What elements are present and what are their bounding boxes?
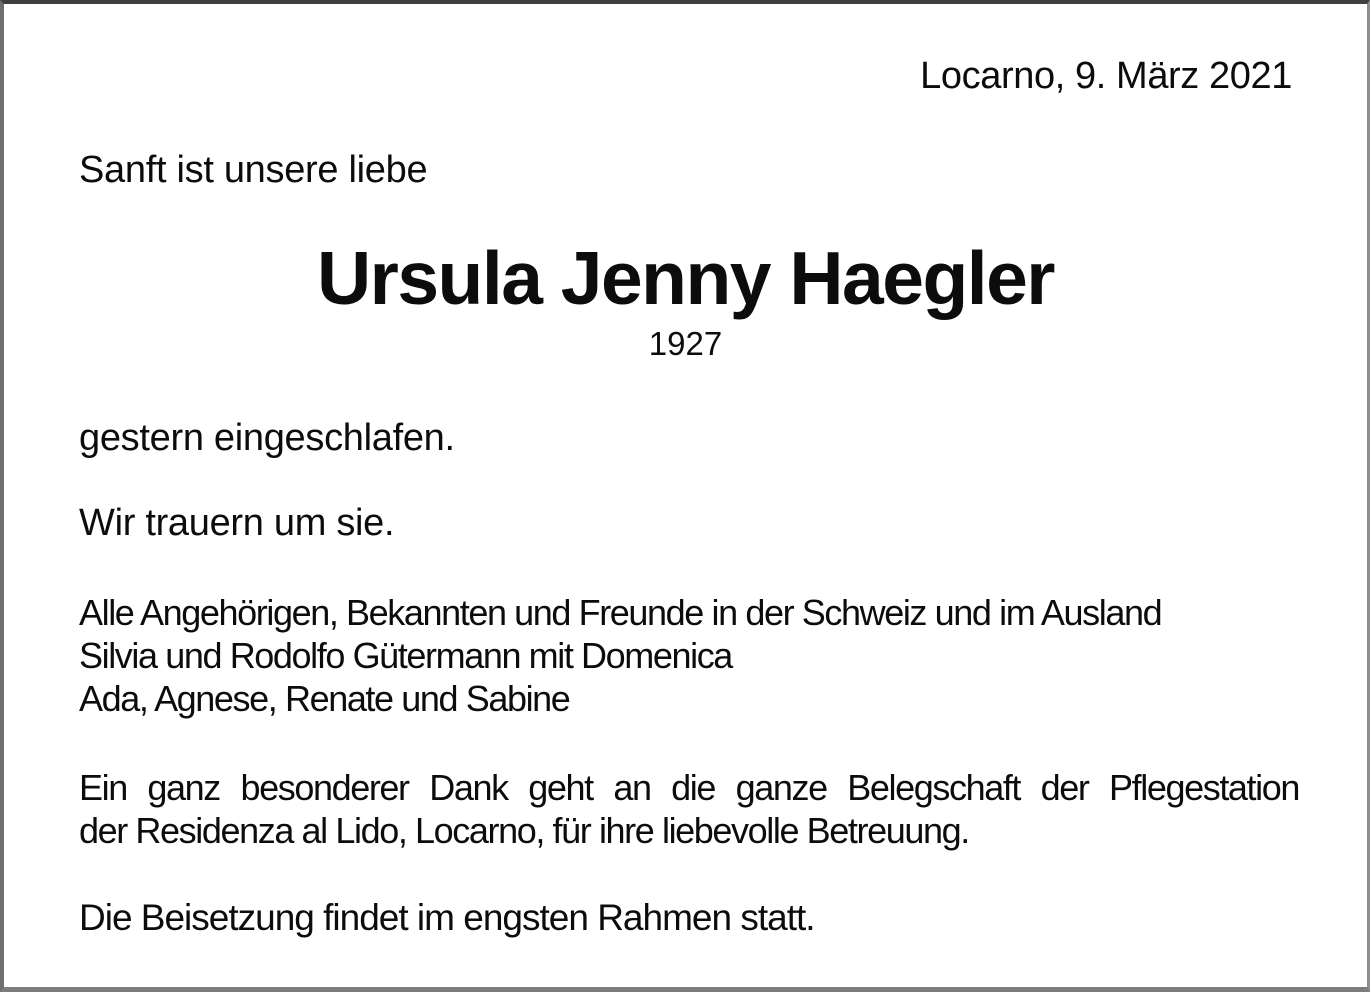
birth-year: 1927 xyxy=(648,325,723,362)
thanks-line: der Residenza al Lido, Locarno, für ihre liebevolle Betreuung. xyxy=(79,810,969,851)
mourners-line: Ada, Agnese, Renate und Sabine xyxy=(79,678,570,719)
place-date-line: Locarno, 9. März 2021 xyxy=(920,55,1292,97)
passing-line: gestern eingeschlafen. xyxy=(79,417,455,459)
mourners-line: Silvia und Rodolfo Gütermann mit Domenica xyxy=(79,635,732,676)
thanks-line: Ein ganz besonderer Dank geht an die ganze Belegschaft der Pflegestation xyxy=(79,767,1299,808)
mourning-line: Wir trauern um sie. xyxy=(79,502,395,544)
intro-line: Sanft ist unsere liebe xyxy=(79,149,428,191)
thanks-paragraph xyxy=(79,766,1299,852)
closing-line: Die Beisetzung findet im engsten Rahmen statt. xyxy=(79,897,815,938)
mourners-paragraph xyxy=(79,591,1292,720)
mourners-line: Alle Angehörigen, Bekannten und Freunde in der Schweiz und im Ausland xyxy=(79,592,1162,633)
deceased-name: Ursula Jenny Haegler xyxy=(317,236,1054,320)
